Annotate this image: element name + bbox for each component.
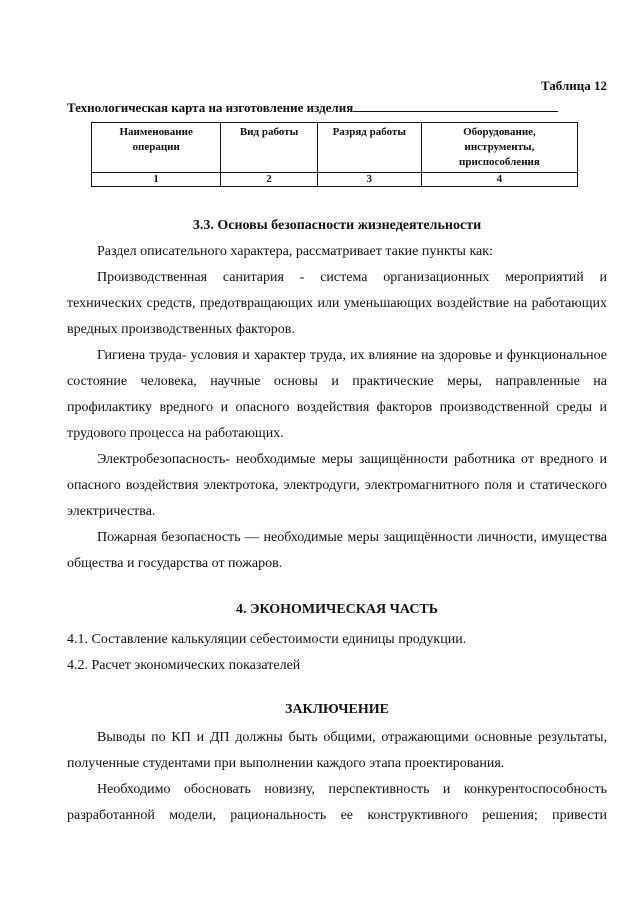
chapter-heading-4: 4. ЭКОНОМИЧЕСКАЯ ЧАСТЬ	[235, 602, 439, 617]
chapter-item-4-1: 4.1. Составление калькуляции себестоимости единицы продукции.	[67, 632, 467, 647]
column-number-2: 2	[221, 173, 317, 187]
section-heading-3-3: 3.3. Основы безопасности жизнедеятельности	[192, 218, 482, 233]
section-intro: Раздел описательного характера, рассматривает такие пункты как:	[97, 244, 493, 259]
header-work-type: Вид работы	[221, 123, 317, 173]
header-operation-name: Наименование операции	[92, 123, 221, 173]
conclusion-paragraph-2: Необходимо обосновать новизну, перспективность и конкурентоспособность разработанной модели, рациональность ее конструктивного решения; привести	[67, 782, 607, 823]
table-title	[67, 100, 607, 116]
conclusion-heading: ЗАКЛЮЧЕНИЕ	[284, 702, 390, 717]
conclusion-paragraph-1: Выводы по КП и ДП должны быть общими, отражающими основные результаты, полученные студентами при выполнении каждого этапа проектирования.	[67, 730, 607, 771]
table-title-text: Технологическая карта на изготовление изделия	[67, 100, 354, 115]
header-work-grade: Разряд работы	[317, 123, 421, 173]
header-equipment: Оборудование, инструменты, приспособления	[421, 123, 577, 173]
chapter-item-4-2: 4.2. Расчет экономических показателей	[67, 658, 301, 673]
column-number-4: 4	[421, 173, 577, 187]
item-fire-safety: Пожарная безопасность — необходимые меры защищённости личности, имущества общества и государства от пожаров.	[67, 530, 607, 571]
item-electrical-safety: Электробезопасность- необходимые меры защищённости работника от вредного и опасного воздействия электротока, электродуги, электромагнитного поля и статического электричества.	[67, 452, 607, 519]
table-number-row	[92, 173, 578, 187]
column-number-3: 3	[317, 173, 421, 187]
title-blank-line	[353, 101, 558, 112]
column-number-1: 1	[92, 173, 221, 187]
item-labor-hygiene: Гигиена труда- условия и характер труда, их влияние на здоровье и функциональное состояние человека, научные основы и практические меры, направленные на профилактику вредного и опасного воздействия факторов производственной среды и трудового процесса на работающих.	[67, 348, 607, 441]
item-industrial-sanitation: Производственная санитария - система организационных мероприятий и технических средств, предотвращающих или уменьшающих воздействие на работающих вредных производственных факторов.	[67, 270, 607, 337]
tech-map-table	[91, 122, 578, 187]
table-caption: Таблица 12	[540, 78, 607, 93]
table-header-row	[92, 123, 578, 173]
